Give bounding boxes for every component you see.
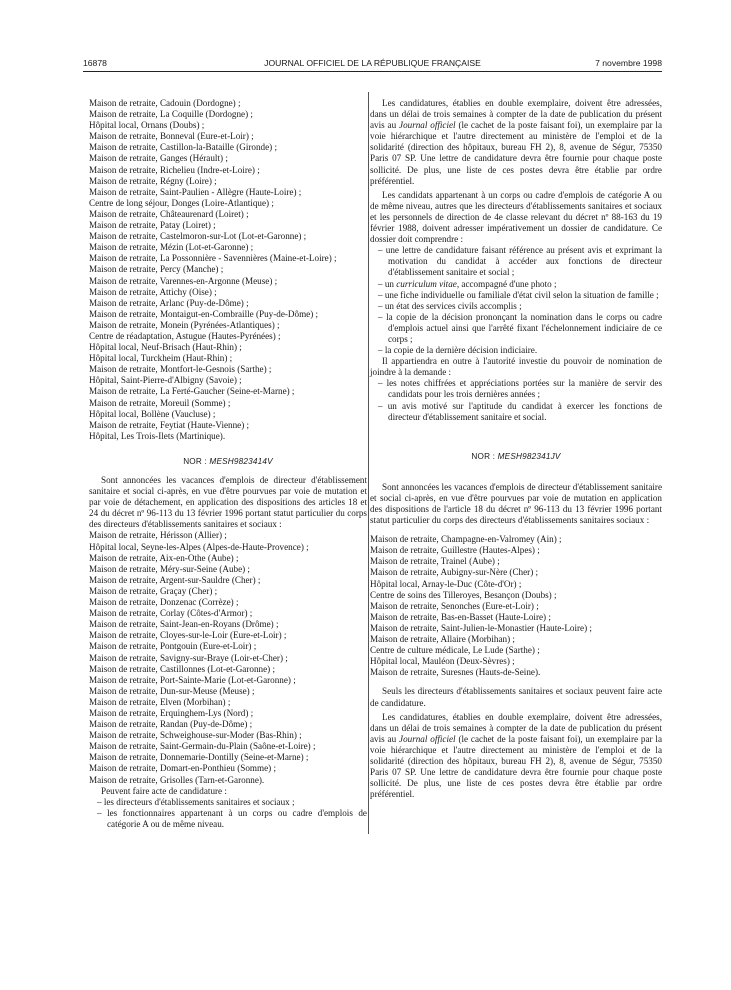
list-item: Hôpital local, Ornans (Doubs) ; [89, 120, 205, 131]
list-item: Maison de retraite, Cloyes-sur-le-Loir (Eure-et-Loir) ; [89, 630, 287, 641]
list-item: – une lettre de candidature faisant référence au présent avis et exprimant la motivation du candidat à accéder aux fonctions de directeur d'établissement sanitaire et social ; [378, 245, 662, 278]
authority-paragraph: Il appartiendra en outre à l'autorité investie du pouvoir de nomination de joindre à la demande : [370, 356, 662, 378]
list-item: Maison de retraite, Graçay (Cher) ; [89, 585, 218, 596]
list-item: Hôpital local, Neuf-Brisach (Haut-Rhin) ; [89, 342, 242, 353]
issue-date: 7 novembre 1998 [595, 58, 662, 68]
list-item: Maison de retraite, Monein (Pyrénées-Atlantiques) ; [89, 319, 280, 330]
journal-officiel-italic: Journal officiel [399, 120, 456, 131]
right-column [370, 98, 662, 800]
list-item: Maison de retraite, Trainel (Aube) ; [370, 556, 500, 567]
list-item: – un avis motivé sur l'aptitude du candidat à exercer les fonctions de directeur d'établissement sanitaire et social. [378, 400, 662, 422]
journal-officiel-italic: Journal officiel [399, 733, 456, 744]
application-instructions-2 [370, 712, 662, 801]
nor-label: NOR : [471, 451, 496, 461]
list-item: Maison de retraite, Senonches (Eure-et-Loir) ; [370, 600, 539, 611]
list-item: Maison de retraite, Grisolles (Tarn-et-Garonne). [89, 774, 265, 785]
establishment-list-3 [370, 534, 662, 678]
list-item: Maison de retraite, Châteaurenard (Loiret) ; [89, 208, 249, 219]
nor-label: NOR : [183, 456, 207, 466]
list-item: Maison de retraite, Patay (Loiret) ; [89, 220, 216, 231]
page-number: 16878 [83, 58, 107, 68]
eligibility-paragraph: Seuls les directeurs d'établissements sanitaires et sociaux peuvent faire acte de candidature. [370, 686, 662, 708]
list-item: Maison de retraite, Saint-Germain-du-Plain (Saône-et-Loire) ; [89, 741, 316, 752]
list-item: Maison de retraite, Arlanc (Puy-de-Dôme) ; [89, 297, 249, 308]
list-item: Maison de retraite, Saint-Julien-le-Monastier (Haute-Loire) ; [370, 622, 592, 633]
list-item: Hôpital local, Seyne-les-Alpes (Alpes-de-Haute-Provence) ; [89, 541, 309, 552]
list-item: Maison de retraite, Champagne-en-Valromey (Ain) ; [370, 534, 562, 545]
list-item: – une fiche individuelle ou familiale d'état civil selon la situation de famille ; [378, 289, 659, 300]
list-item: – les fonctionnaires appartenant à un corps ou cadre d'emplois de catégorie A ou de même niveau. [97, 807, 367, 829]
list-item: Hôpital, Les Trois-Ilets (Martinique). [89, 430, 226, 441]
list-item: Maison de retraite, Randan (Puy-de-Dôme) ; [89, 719, 253, 730]
list-item: Centre de culture médicale, Le Lude (Sarthe) ; [370, 645, 540, 656]
page-header [83, 58, 662, 72]
list-item: Maison de retraite, Castelmoron-sur-Lot (Lot-et-Garonne) ; [89, 231, 307, 242]
vacancy-announcement-1: Sont annoncées les vacances d'emplois de directeur d'établissement sanitaire et social ci-après, en vue d'être pourvues par voie de mutation et par voie de détachement, en application des dispositions des articles 18 et 24 du décret nº 96-113 du 13 février 1996 portant statut particulier du corps des directeurs d'établissements sanitaires et sociaux : [89, 475, 367, 530]
list-item: – les notes chiffrées et appréciations portées sur la manière de servir des candidats pour les trois dernières années ; [378, 378, 662, 400]
list-item: Maison de retraite, Castillon-la-Bataille (Gironde) ; [89, 142, 278, 153]
nor-code: MESH982341JV [497, 451, 561, 461]
list-item: – la copie de la dernière décision indiciaire. [378, 345, 538, 356]
list-item: Maison de retraite, Attichy (Oise) ; [89, 286, 217, 297]
list-item: Maison de retraite, Allaire (Morbihan) ; [370, 634, 515, 645]
list-item: Maison de retraite, Mézin (Lot-et-Garonne) ; [89, 242, 254, 253]
list-item: Maison de retraite, Elven (Morbihan) ; [89, 696, 231, 707]
list-item: Maison de retraite, Donzenac (Corrèze) ; [89, 597, 239, 608]
list-item: Maison de retraite, La Possonnière - Savennières (Maine-et-Loire) ; [89, 253, 337, 264]
list-item: – la copie de la décision prononçant la nomination dans le corps ou cadre d'emplois actuel ainsi que l'arrêté fixant l'échelonnement indiciaire de ce corps ; [378, 311, 662, 344]
list-item: Maison de retraite, Savigny-sur-Braye (Loir-et-Cher) ; [89, 652, 288, 663]
nor-code: MESH9823414V [209, 456, 273, 466]
list-item: Maison de retraite, Argent-sur-Sauldre (Cher) ; [89, 574, 261, 585]
list-item: Maison de retraite, Schweighouse-sur-Moder (Bas-Rhin) ; [89, 730, 302, 741]
column-divider [368, 92, 369, 834]
list-item: Maison de retraite, Suresnes (Hauts-de-Seine). [370, 667, 541, 678]
list-item: Maison de retraite, Montfort-le-Gesnois (Sarthe) ; [89, 364, 272, 375]
list-item: Centre de soins des Tilleroyes, Besançon (Doubs) ; [370, 589, 557, 600]
list-item: – un état des services civils accomplis ; [378, 300, 522, 311]
list-item: Hôpital local, Arnay-le-Duc (Côte-d'Or) ; [370, 578, 522, 589]
dossier-list [370, 245, 662, 356]
text-part: Les candidatures, établies en double exemplaire, doivent être adressées, dans un délai de trois semaines à compter de la date de publication du présent avis au [370, 98, 662, 131]
list-item: Maison de retraite, Richelieu (Indre-et-Loire) ; [89, 164, 260, 175]
list-item: Maison de retraite, Dun-sur-Meuse (Meuse) ; [89, 685, 255, 696]
joindre-list [370, 378, 662, 422]
list-item: Maison de retraite, Moreuil (Somme) ; [89, 397, 231, 408]
list-item: – un curriculum vitae, accompagné d'une photo ; [378, 278, 557, 289]
candidature-list [89, 797, 367, 830]
list-item: Maison de retraite, Hérisson (Allier) ; [89, 530, 227, 541]
text-part: (le cachet de la poste faisant foi), un exemplaire par la voie hiérarchique et l'autre directement au ministère de l'emploi et de la solidarité (direction des hôpitaux, bureau FH 2), 8, avenue de Ségur, 75350 Paris 07 SP. Une lettre de candidature devra être fournie pour chaque poste sollicité. De plus, une liste de ces postes devra être établie par ordre préférentiel. [370, 120, 662, 186]
list-item: Maison de retraite, Donnemarie-Dontilly (Seine-et-Marne) ; [89, 752, 309, 763]
list-item: Maison de retraite, Corlay (Côtes-d'Armor) ; [89, 608, 253, 619]
list-item: Maison de retraite, Cadouin (Dordogne) ; [89, 98, 241, 108]
establishment-list-2 [89, 530, 367, 785]
nor-reference-1 [89, 456, 367, 467]
text-part: (le cachet de la poste faisant foi), un exemplaire par la voie hiérarchique et l'autre directement au ministère de l'emploi et de la solidarité (direction des hôpitaux, bureau FH 2), 8, avenue de Ségur, 75350 Paris 07 SP. Une lettre de candidature devra être fournie pour chaque poste sollicité. De plus, une liste de ces postes devra être établie par ordre préférentiel. [370, 733, 662, 800]
list-item: Maison de retraite, Guillestre (Hautes-Alpes) ; [370, 545, 540, 556]
list-item: Hôpital local, Bollène (Vaucluse) ; [89, 408, 216, 419]
list-item: Maison de retraite, Percy (Manche) ; [89, 264, 224, 275]
vacancy-announcement-2: Sont annoncées les vacances d'emplois de directeur d'établissement sanitaire et social ci-après, en vue d'être pourvues par voie de mutation en application des dispositions de l'article 18 du décret nº 96-113 du 13 février 1996 portant statut particulier du corps des directeurs d'établissements sanitaires sociaux : [370, 481, 662, 526]
list-item: Maison de retraite, Méry-sur-Seine (Aube) ; [89, 563, 250, 574]
list-item: Maison de retraite, Erquinghem-Lys (Nord) ; [89, 707, 254, 718]
list-item: Maison de retraite, Saint-Jean-en-Royans (Drôme) ; [89, 619, 279, 630]
list-item: Maison de retraite, Aix-en-Othe (Aube) ; [89, 552, 239, 563]
candidate-requirements: Les candidats appartenant à un corps ou cadre d'emplois de catégorie A ou de même niveau, autres que les directeurs d'établissements sanitaires et sociaux et les personnels de direction de 4e classe relevant du décret nº 88-163 du 19 février 1988, doivent adresser impérativement un dossier de candidature. Ce dossier doit comprendre : [370, 189, 662, 245]
list-item: Centre de long séjour, Donges (Loire-Atlantique) ; [89, 197, 274, 208]
list-item: Maison de retraite, Pontgouin (Eure-et-Loir) ; [89, 641, 257, 652]
list-item: Hôpital, Saint-Pierre-d'Albigny (Savoie) ; [89, 375, 242, 386]
text-part: Les candidatures, établies en double exemplaire, doivent être adressées, dans un délai de trois semaines à compter de la date de publication du présent avis au [370, 711, 662, 744]
left-column [89, 98, 367, 830]
list-item: Maison de retraite, Varennes-en-Argonne (Meuse) ; [89, 275, 278, 286]
list-item: Hôpital local, Mauléon (Deux-Sèvres) ; [370, 656, 515, 667]
list-item: Maison de retraite, Montaigut-en-Combraille (Puy-de-Dôme) ; [89, 308, 319, 319]
list-item: Centre de réadaptation, Astugue (Hautes-Pyrénées) ; [89, 330, 281, 341]
list-item: Maison de retraite, Castillonnes (Lot-et-Garonne) ; [89, 663, 275, 674]
list-item: – les directeurs d'établissements sanitaires et sociaux ; [97, 796, 295, 807]
nor-reference-2 [370, 451, 662, 462]
candidature-intro: Peuvent faire acte de candidature : [101, 785, 227, 796]
list-item: Maison de retraite, Bas-en-Basset (Haute-Loire) ; [370, 611, 551, 622]
list-item: Maison de retraite, Aubigny-sur-Nère (Cher) ; [370, 567, 539, 578]
header-rule [83, 71, 662, 72]
journal-title: JOURNAL OFFICIEL DE LA RÉPUBLIQUE FRANÇAISE [264, 58, 481, 68]
list-item: Maison de retraite, Régny (Loire) ; [89, 175, 217, 186]
list-item: Maison de retraite, Saint-Paulien - Allègre (Haute-Loire) ; [89, 186, 302, 197]
list-item: Maison de retraite, La Coquille (Dordogne) ; [89, 109, 253, 120]
list-item: Maison de retraite, Port-Sainte-Marie (Lot-et-Garonne) ; [89, 674, 296, 685]
application-instructions-1 [370, 98, 662, 187]
list-item: Maison de retraite, La Ferté-Gaucher (Seine-et-Marne) ; [89, 386, 295, 397]
list-item: Maison de retraite, Domart-en-Ponthieu (Somme) ; [89, 763, 277, 774]
list-item: Hôpital local, Turckheim (Haut-Rhin) ; [89, 353, 233, 364]
list-item: Maison de retraite, Ganges (Hérault) ; [89, 153, 228, 164]
list-item: Maison de retraite, Bonneval (Eure-et-Loir) ; [89, 131, 254, 142]
establishment-list-1 [89, 98, 367, 442]
list-item: Maison de retraite, Feytiat (Haute-Vienne) ; [89, 419, 250, 430]
